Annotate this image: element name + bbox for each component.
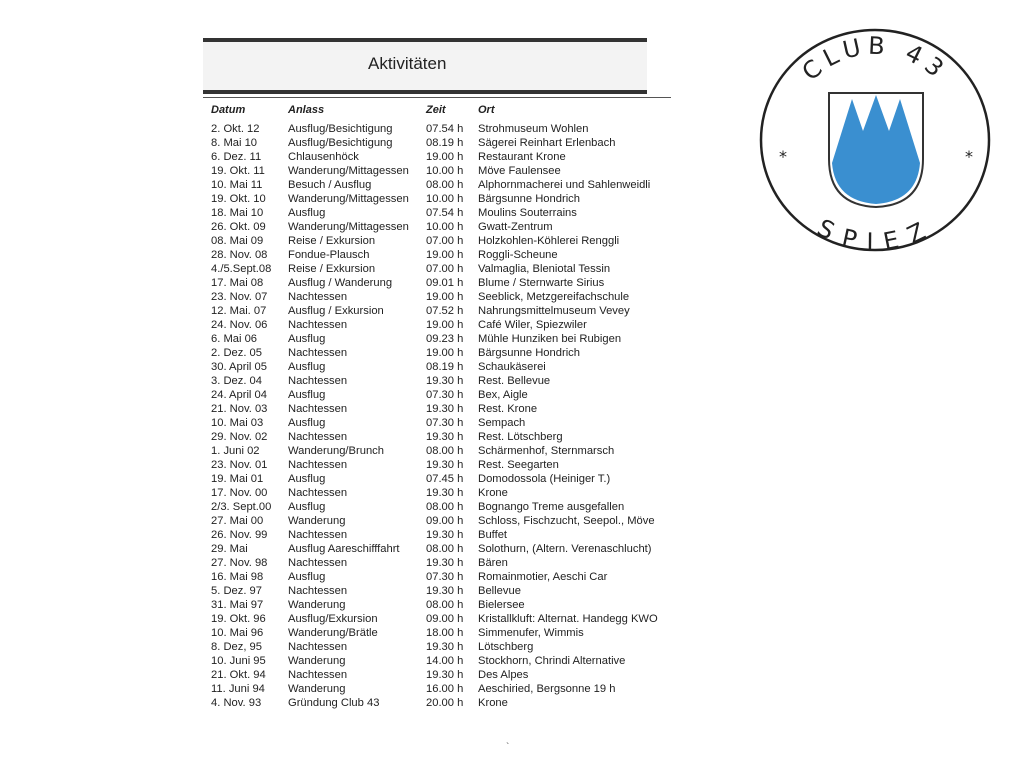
cell-ort: Roggli-Scheune [478, 249, 558, 261]
cell-ort: Rest. Lötschberg [478, 431, 563, 443]
table-row [203, 388, 671, 402]
header-rule [203, 97, 671, 98]
cell-anlass: Wanderung [288, 515, 346, 527]
cell-anlass: Wanderung/Brunch [288, 445, 384, 457]
cell-datum: 10. Mai 96 [211, 627, 264, 639]
cell-zeit: 09.01 h [426, 277, 464, 289]
cell-anlass: Nachtessen [288, 641, 348, 653]
cell-ort: Bärgsunne Hondrich [478, 193, 580, 205]
cell-datum: 21. Okt. 94 [211, 669, 266, 681]
cell-datum: 29. Mai [211, 543, 248, 555]
cell-zeit: 19.00 h [426, 347, 464, 359]
cell-datum: 1. Juni 02 [211, 445, 260, 457]
cell-datum: 19. Mai 01 [211, 473, 264, 485]
cell-anlass: Reise / Exkursion [288, 263, 376, 275]
cell-ort: Romainmotier, Aeschi Car [478, 571, 608, 583]
cell-anlass: Nachtessen [288, 487, 348, 499]
cell-ort: Bex, Aigle [478, 389, 528, 401]
table-row [203, 248, 671, 262]
cell-anlass: Nachtessen [288, 585, 348, 597]
table-row [203, 500, 671, 514]
table-row [203, 346, 671, 360]
table-row [203, 136, 671, 150]
cell-ort: Bellevue [478, 585, 521, 597]
cell-zeit: 14.00 h [426, 655, 464, 667]
cell-zeit: 19.00 h [426, 291, 464, 303]
cell-datum: 17. Nov. 00 [211, 487, 268, 499]
cell-zeit: 08.19 h [426, 137, 464, 149]
cell-datum: 19. Okt. 10 [211, 193, 266, 205]
cell-anlass: Ausflug Aareschifffahrt [288, 543, 400, 555]
cell-datum: 24. April 04 [211, 389, 267, 401]
cell-anlass: Nachtessen [288, 459, 348, 471]
cell-ort: Aeschiried, Bergsonne 19 h [478, 683, 616, 695]
table-row [203, 654, 671, 668]
table-row [203, 430, 671, 444]
cell-datum: 27. Mai 00 [211, 515, 264, 527]
table-row [203, 626, 671, 640]
cell-zeit: 19.00 h [426, 319, 464, 331]
cell-anlass: Besuch / Ausflug [288, 179, 372, 191]
cell-anlass: Ausflug/Besichtigung [288, 137, 393, 149]
cell-zeit: 07.30 h [426, 417, 464, 429]
table-row [203, 640, 671, 654]
cell-anlass: Wanderung [288, 599, 346, 611]
cell-zeit: 08.00 h [426, 543, 464, 555]
column-header-anlass: Anlass [288, 104, 325, 116]
cell-zeit: 19.30 h [426, 641, 464, 653]
cell-datum: 6. Dez. 11 [211, 151, 262, 163]
logo-top-text: CLUB 43 [796, 31, 954, 87]
cell-anlass: Nachtessen [288, 347, 348, 359]
table-row [203, 318, 671, 332]
table-row [203, 402, 671, 416]
cell-ort: Simmenufer, Wimmis [478, 627, 584, 639]
cell-ort: Alphornmacherei und Sahlenweidli [478, 179, 651, 191]
cell-ort: Bären [478, 557, 508, 569]
cell-anlass: Ausflug/Besichtigung [288, 123, 393, 135]
cell-zeit: 19.30 h [426, 431, 464, 443]
cell-ort: Domodossola (Heiniger T.) [478, 473, 611, 485]
cell-anlass: Ausflug / Exkursion [288, 305, 384, 317]
cell-ort: Schärmenhof, Sternmarsch [478, 445, 615, 457]
cell-ort: Holzkohlen-Köhlerei Renggli [478, 235, 620, 247]
cell-datum: 10. Juni 95 [211, 655, 266, 667]
cell-anlass: Wanderung [288, 655, 346, 667]
cell-datum: 4. Nov. 93 [211, 697, 262, 709]
cell-zeit: 08.19 h [426, 361, 464, 373]
cell-zeit: 07.30 h [426, 571, 464, 583]
table-row [203, 458, 671, 472]
table-row [203, 304, 671, 318]
cell-anlass: Wanderung/Mittagessen [288, 193, 409, 205]
title-bar [203, 38, 647, 94]
table-row [203, 612, 671, 626]
cell-anlass: Chlausenhöck [288, 151, 359, 163]
cell-anlass: Nachtessen [288, 375, 348, 387]
cell-datum: 5. Dez. 97 [211, 585, 262, 597]
cell-datum: 23. Nov. 01 [211, 459, 268, 471]
cell-anlass: Wanderung [288, 683, 346, 695]
cell-zeit: 10.00 h [426, 221, 464, 233]
table-row [203, 220, 671, 234]
table-row [203, 276, 671, 290]
cell-zeit: 07.45 h [426, 473, 464, 485]
table-row [203, 192, 671, 206]
cell-datum: 8. Dez, 95 [211, 641, 262, 653]
cell-anlass: Nachtessen [288, 319, 348, 331]
cell-zeit: 08.00 h [426, 179, 464, 191]
table-row [203, 122, 671, 136]
cell-anlass: Ausflug [288, 417, 326, 429]
cell-ort: Solothurn, (Altern. Verenaschlucht) [478, 543, 652, 555]
cell-anlass: Nachtessen [288, 431, 348, 443]
cell-zeit: 20.00 h [426, 697, 464, 709]
cell-anlass: Ausflug [288, 473, 326, 485]
cell-zeit: 07.52 h [426, 305, 464, 317]
scan-artifact-mark: ` [506, 742, 510, 753]
cell-ort: Schaukäserei [478, 361, 546, 373]
cell-ort: Gwatt-Zentrum [478, 221, 553, 233]
cell-zeit: 07.54 h [426, 207, 464, 219]
cell-ort: Valmaglia, Bleniotal Tessin [478, 263, 611, 275]
cell-datum: 4./5.Sept.08 [211, 263, 272, 275]
table-row [203, 416, 671, 430]
cell-zeit: 19.30 h [426, 487, 464, 499]
cell-ort: Rest. Seegarten [478, 459, 559, 471]
cell-anlass: Ausflug [288, 333, 326, 345]
cell-ort: Krone [478, 487, 508, 499]
table-row [203, 598, 671, 612]
cell-anlass: Ausflug [288, 389, 326, 401]
cell-datum: 2. Dez. 05 [211, 347, 262, 359]
cell-anlass: Wanderung/Brätle [288, 627, 378, 639]
table-row [203, 486, 671, 500]
cell-zeit: 08.00 h [426, 501, 464, 513]
cell-ort: Café Wiler, Spiezwiler [478, 319, 587, 331]
cell-datum: 30. April 05 [211, 361, 267, 373]
cell-anlass: Ausflug [288, 571, 326, 583]
table-row [203, 206, 671, 220]
cell-ort: Blume / Sternwarte Sirius [478, 277, 605, 289]
cell-zeit: 19.30 h [426, 375, 464, 387]
cell-ort: Kristallkluft: Alternat. Handegg KWO [478, 613, 658, 625]
cell-zeit: 19.00 h [426, 151, 464, 163]
cell-zeit: 18.00 h [426, 627, 464, 639]
cell-ort: Mühle Hunziken bei Rubigen [478, 333, 622, 345]
cell-anlass: Reise / Exkursion [288, 235, 376, 247]
cell-anlass: Ausflug/Exkursion [288, 613, 378, 625]
cell-datum: 08. Mai 09 [211, 235, 264, 247]
cell-datum: 26. Nov. 99 [211, 529, 268, 541]
cell-ort: Möve Faulensee [478, 165, 561, 177]
cell-ort: Buffet [478, 529, 508, 541]
table-row [203, 682, 671, 696]
cell-anlass: Ausflug [288, 361, 326, 373]
cell-anlass: Fondue-Plausch [288, 249, 370, 261]
table-row [203, 164, 671, 178]
cell-zeit: 08.00 h [426, 599, 464, 611]
table-row [203, 696, 671, 710]
cell-zeit: 10.00 h [426, 193, 464, 205]
cell-datum: 24. Nov. 06 [211, 319, 268, 331]
cell-zeit: 09.00 h [426, 515, 464, 527]
cell-datum: 21. Nov. 03 [211, 403, 268, 415]
cell-ort: Des Alpes [478, 669, 529, 681]
cell-zeit: 07.00 h [426, 235, 464, 247]
table-row [203, 528, 671, 542]
cell-ort: Rest. Bellevue [478, 375, 551, 387]
cell-ort: Moulins Souterrains [478, 207, 577, 219]
cell-anlass: Wanderung/Mittagessen [288, 221, 409, 233]
document-title: Aktivitäten [368, 54, 447, 73]
cell-ort: Lötschberg [478, 641, 534, 653]
cell-zeit: 19.30 h [426, 557, 464, 569]
cell-datum: 8. Mai 10 [211, 137, 258, 149]
cell-anlass: Nachtessen [288, 529, 348, 541]
cell-ort: Nahrungsmittelmuseum Vevey [478, 305, 630, 317]
cell-anlass: Ausflug / Wanderung [288, 277, 393, 289]
cell-ort: Bognango Treme ausgefallen [478, 501, 625, 513]
cell-ort: Restaurant Krone [478, 151, 566, 163]
cell-zeit: 19.30 h [426, 585, 464, 597]
table-row [203, 542, 671, 556]
cell-datum: 23. Nov. 07 [211, 291, 268, 303]
table-header [203, 104, 671, 118]
cell-ort: Krone [478, 697, 508, 709]
cell-anlass: Nachtessen [288, 669, 348, 681]
cell-datum: 2. Okt. 12 [211, 123, 260, 135]
cell-zeit: 19.30 h [426, 669, 464, 681]
cell-anlass: Wanderung/Mittagessen [288, 165, 409, 177]
table-row [203, 290, 671, 304]
table-row [203, 178, 671, 192]
column-header-zeit: Zeit [426, 104, 446, 116]
cell-ort: Sägerei Reinhart Erlenbach [478, 137, 616, 149]
cell-zeit: 19.30 h [426, 459, 464, 471]
club-43-spiez-logo-icon [759, 27, 991, 253]
cell-zeit: 19.30 h [426, 529, 464, 541]
cell-datum: 27. Nov. 98 [211, 557, 268, 569]
cell-zeit: 09.23 h [426, 333, 464, 345]
cell-ort: Seeblick, Metzgereifachschule [478, 291, 630, 303]
cell-datum: 12. Mai. 07 [211, 305, 267, 317]
cell-datum: 29. Nov. 02 [211, 431, 268, 443]
cell-zeit: 07.54 h [426, 123, 464, 135]
cell-datum: 19. Okt. 96 [211, 613, 266, 625]
table-row [203, 360, 671, 374]
table-row [203, 668, 671, 682]
cell-zeit: 07.30 h [426, 389, 464, 401]
cell-anlass: Nachtessen [288, 557, 348, 569]
cell-zeit: 08.00 h [426, 445, 464, 457]
cell-zeit: 09.00 h [426, 613, 464, 625]
table-row [203, 472, 671, 486]
table-row [203, 556, 671, 570]
cell-datum: 6. Mai 06 [211, 333, 258, 345]
logo-bottom-text: SPIEZ [812, 213, 937, 253]
table-row [203, 150, 671, 164]
cell-zeit: 19.00 h [426, 249, 464, 261]
logo-star-left: * [779, 147, 787, 166]
logo-star-right: * [965, 147, 973, 166]
cell-datum: 11. Juni 94 [211, 683, 265, 695]
cell-ort: Rest. Krone [478, 403, 538, 415]
cell-ort: Schloss, Fischzucht, Seepol., Möve [478, 515, 655, 527]
cell-datum: 31. Mai 97 [211, 599, 264, 611]
cell-datum: 17. Mai 08 [211, 277, 264, 289]
cell-ort: Sempach [478, 417, 526, 429]
cell-zeit: 16.00 h [426, 683, 464, 695]
cell-datum: 10. Mai 03 [211, 417, 264, 429]
cell-datum: 2/3. Sept.00 [211, 501, 272, 513]
column-header-ort: Ort [478, 104, 495, 116]
cell-ort: Strohmuseum Wohlen [478, 123, 589, 135]
cell-datum: 3. Dez. 04 [211, 375, 262, 387]
table-row [203, 584, 671, 598]
column-header-datum: Datum [211, 104, 246, 116]
cell-zeit: 19.30 h [426, 403, 464, 415]
table-row [203, 570, 671, 584]
cell-zeit: 07.00 h [426, 263, 464, 275]
activities-table [203, 122, 671, 710]
cell-anlass: Ausflug [288, 207, 326, 219]
table-row [203, 444, 671, 458]
cell-datum: 28. Nov. 08 [211, 249, 268, 261]
table-row [203, 332, 671, 346]
cell-ort: Bielersee [478, 599, 525, 611]
cell-anlass: Ausflug [288, 501, 326, 513]
cell-datum: 10. Mai 11 [211, 179, 263, 191]
cell-anlass: Nachtessen [288, 291, 348, 303]
table-row [203, 262, 671, 276]
cell-datum: 18. Mai 10 [211, 207, 264, 219]
table-row [203, 514, 671, 528]
cell-anlass: Gründung Club 43 [288, 697, 380, 709]
table-row [203, 234, 671, 248]
table-row [203, 374, 671, 388]
cell-datum: 16. Mai 98 [211, 571, 264, 583]
cell-zeit: 10.00 h [426, 165, 464, 177]
cell-datum: 26. Okt. 09 [211, 221, 266, 233]
cell-ort: Bärgsunne Hondrich [478, 347, 580, 359]
cell-ort: Stockhorn, Chrindi Alternative [478, 655, 626, 667]
cell-datum: 19. Okt. 11 [211, 165, 265, 177]
cell-anlass: Nachtessen [288, 403, 348, 415]
